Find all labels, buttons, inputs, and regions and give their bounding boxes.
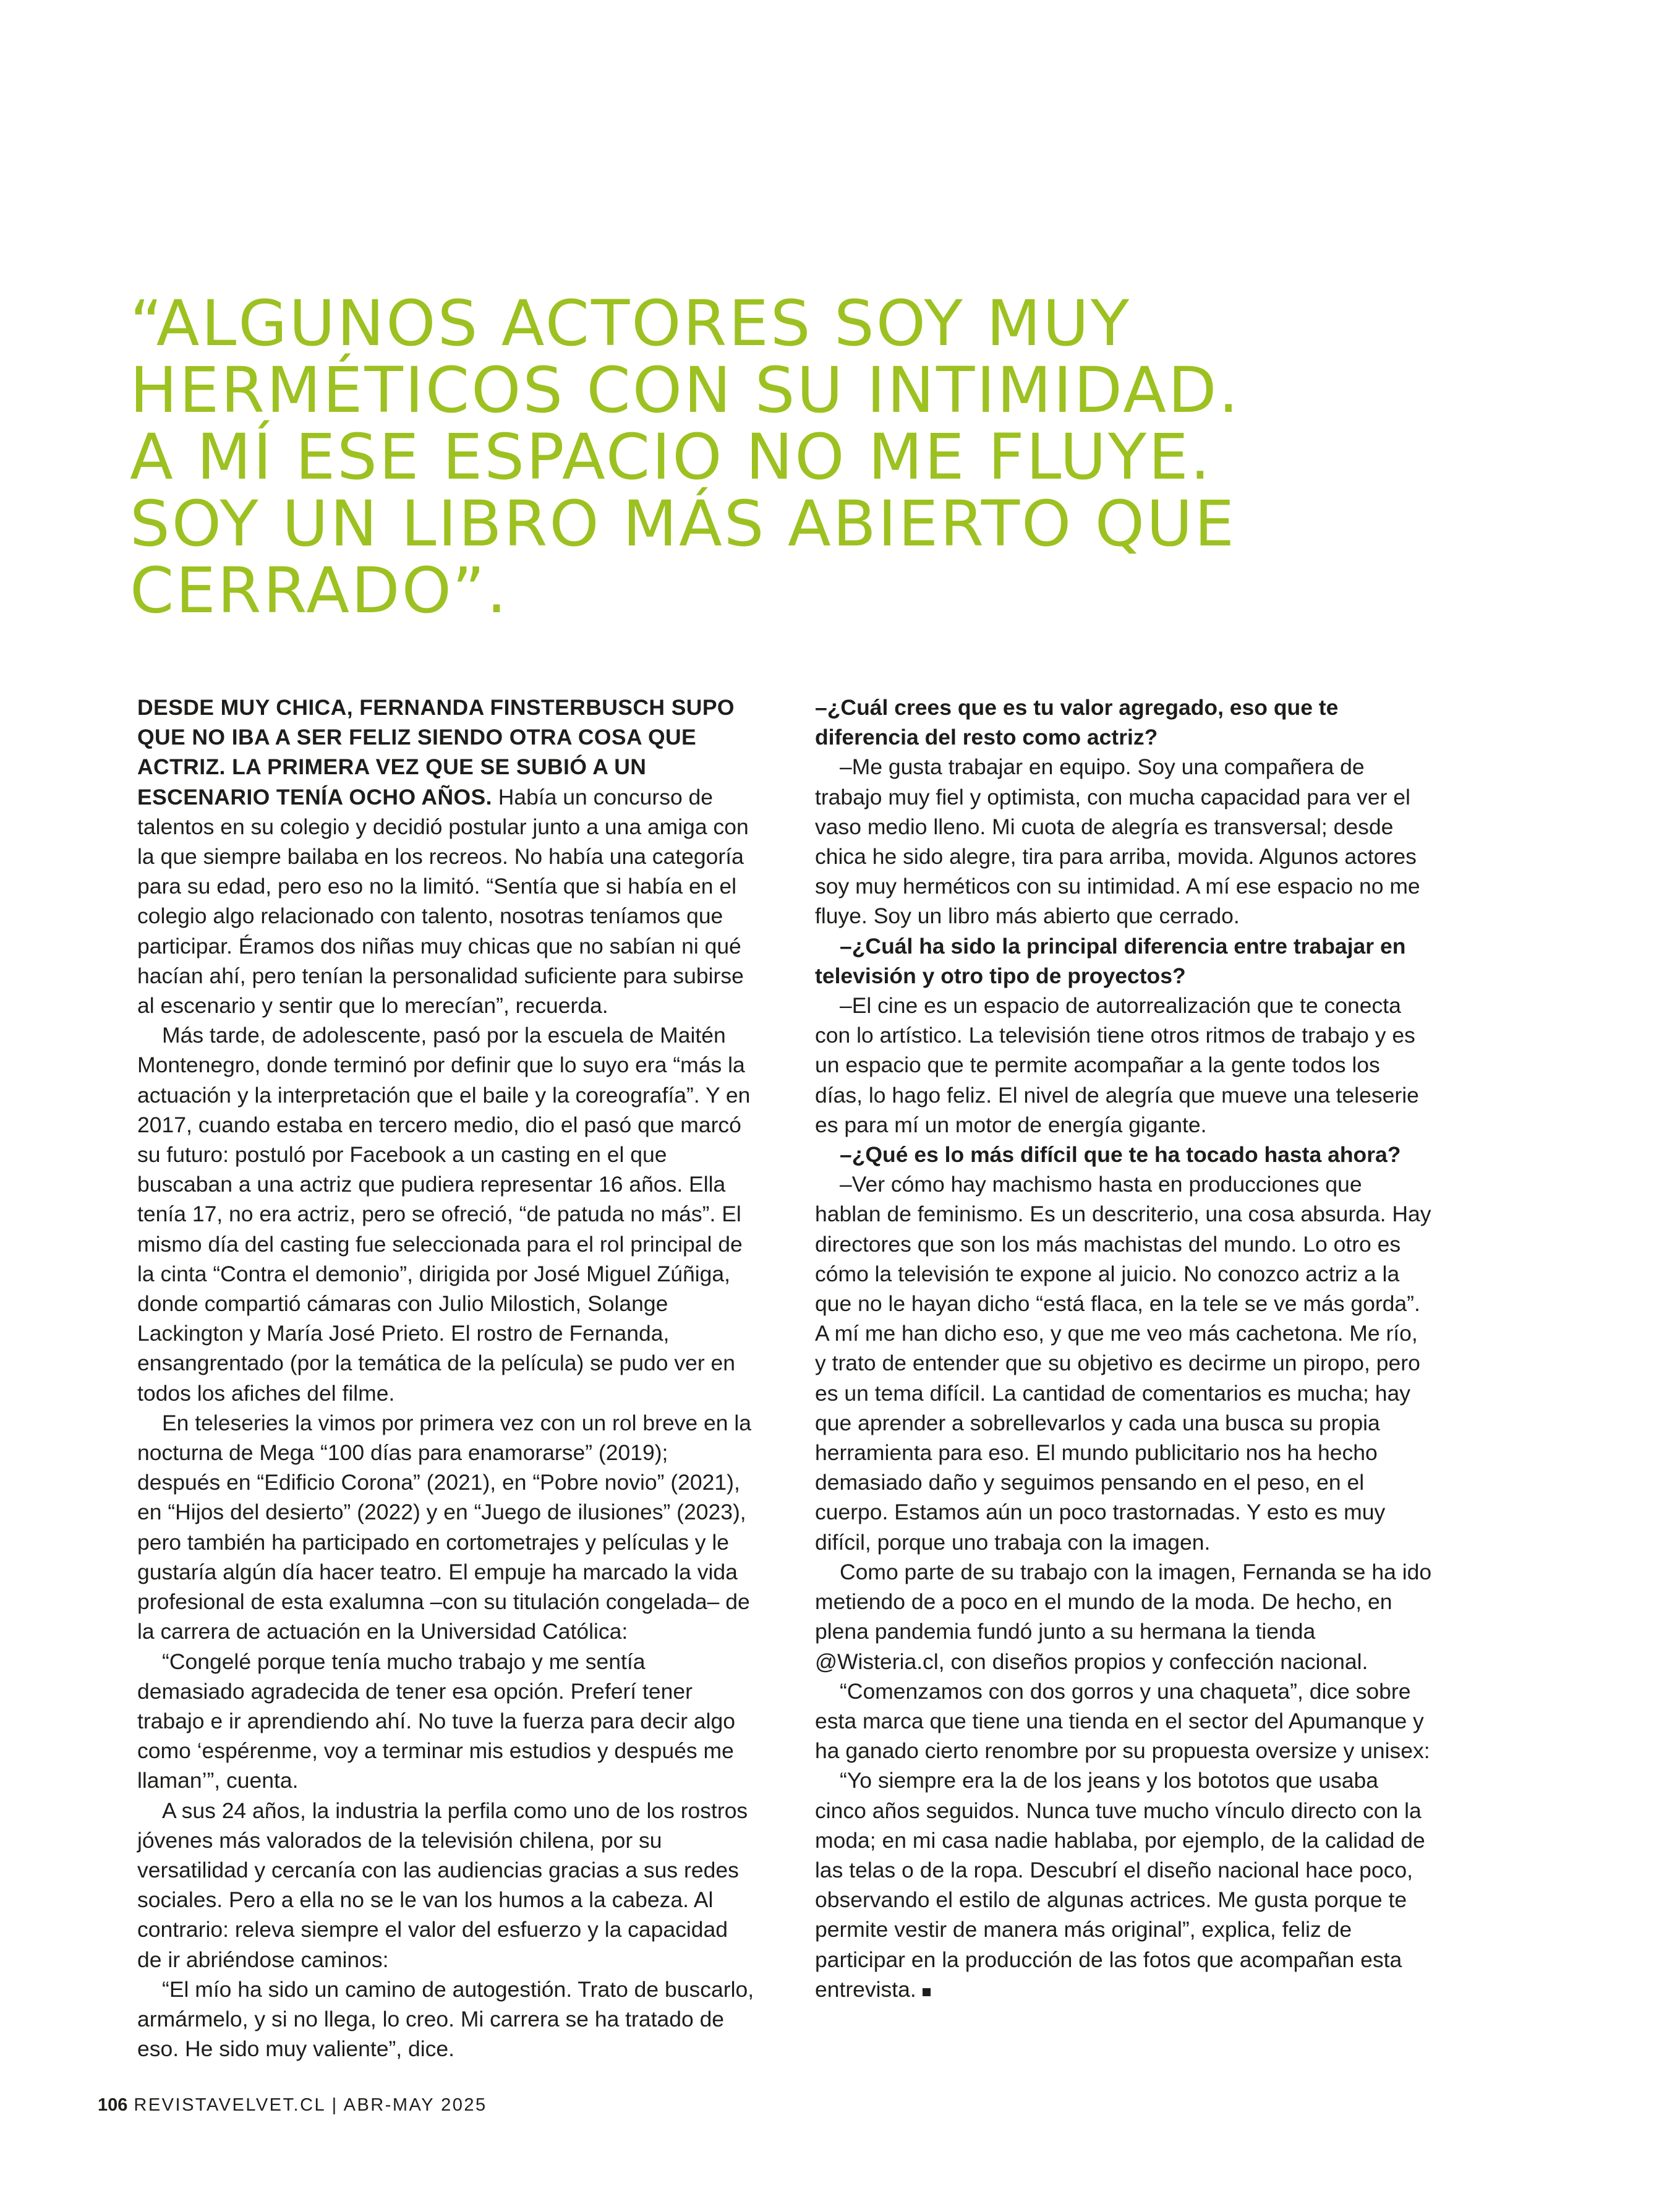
interview-answer: –Ver cómo hay machismo hasta en producciones que hablan de feminismo. Es un descriterio, una cosa absurda. Hay directores que son los más machistas del mundo. Lo otro es cómo la televisión te expone al juicio. No conozco actriz a la que no le hayan dicho “está flaca, en la tele se ve más gorda”. A mí me han dicho eso, y que me veo más cachetona. Me río, y trato de entender que su objetivo es decirme un piropo, pero es un tema difícil. La cantidad de comentarios es mucha; hay que aprender a sobrellevarlos y cada una busca su propia herramienta para eso. El mundo publicitario nos ha hecho demasiado daño y seguimos pensando en el peso, en el cuerpo. Estamos aún un poco trastornadas. Y esto es muy difícil, porque uno trabaja con la imagen. — [815, 1172, 1431, 1555]
interview-answer: –El cine es un espacio de autorrealización que te conecta con lo artístico. La televisión tiene otros ritmos de trabajo y es un espacio que te permite acompañar a la gente todos los días, lo hago feliz. El nivel de alegría que mueve una teleserie es para mí un motor de energía gigante. — [815, 993, 1419, 1137]
interview-question: –¿Cuál ha sido la principal diferencia entre trabajar en televisión y otro tipo de proyectos? — [815, 933, 1406, 988]
body-paragraph: Como parte de su trabajo con la imagen, Fernanda se ha ido metiendo de a poco en el mundo de la moda. De hecho, en plena pandemia fundó junto a su hermana la tienda @Wisteria.cl, con diseños propios y confección nacional. — [815, 1559, 1432, 1674]
interview-question: –¿Cuál crees que es tu valor agregado, eso que te diferencia del resto como actriz? — [815, 695, 1339, 750]
page-footer — [98, 2095, 487, 2116]
body-paragraph: “Congelé porque tenía mucho trabajo y me sentía demasiado agradecida de tener esa opción. Preferí tener trabajo e ir aprendiendo ahí. No tuve la fuerza para decir algo como ‘espérenme, voy a terminar mis estudios y después me llaman’”, cuenta. — [137, 1649, 735, 1793]
interview-answer: –Me gusta trabajar en equipo. Soy una compañera de trabajo muy fiel y optimista, con mucha capacidad para ver el vaso medio lleno. Mi cuota de alegría es transversal; desde chica he sido alegre, tira para arriba, movida. Algunos actores soy muy herméticos con su intimidad. A mí ese espacio no me fluye. Soy un libro más abierto que cerrado. — [815, 754, 1420, 929]
body-paragraph: A sus 24 años, la industria la perfila como uno de los rostros jóvenes más valorados de la televisión chilena, por su versatilidad y cercanía con las audiencias gracias a sus redes sociales. Pero a ella no se le van los humos a la cabeza. Al contrario: releva siempre el valor del esfuerzo y la capacidad de ir abriéndose caminos: — [137, 1798, 748, 1972]
lede-text: Había un concurso de talentos en su colegio y decidió postular junto a una amiga con la que siempre bailaba en los recreos. No había una categoría para su edad, pero eso no la limitó. “Sentía que si había en el colegio algo relacionado con talento, nosotras teníamos que participar. Éramos dos niñas muy chicas que no sabían ni qué hacían ahí, pero tenían la personalidad suficiente para subirse al escenario y sentir que lo merecían”, recuerda. — [137, 784, 749, 1019]
end-mark-icon — [923, 1988, 931, 1996]
pull-quote-line: “ALGUNOS ACTORES SOY MUY — [130, 287, 1132, 361]
body-paragraph: “El mío ha sido un camino de autogestión. Trato de buscarlo, armármelo, y si no llega, lo creo. Mi carrera se ha tratado de eso. He sido muy valiente”, dice. — [137, 1976, 754, 2062]
page-number: 106 — [98, 2095, 128, 2115]
interview-question: –¿Qué es lo más difícil que te ha tocado hasta ahora? — [840, 1142, 1401, 1168]
lede-kicker: DESDE MUY CHICA, FERNANDA FINSTERBUSCH SUPO QUE NO IBA A SER FELIZ SIENDO OTRA COSA QUE ACTRIZ. LA PRIMERA VEZ QUE SE SUBIÓ A UN ESCENARIO TENÍA OCHO AÑOS. — [137, 695, 735, 809]
pull-quote-line: A MÍ ESE ESPACIO NO ME FLUYE. — [130, 421, 1213, 494]
body-paragraph: En teleseries la vimos por primera vez con un rol breve en la nocturna de Mega “100 días para enamorarse” (2019); después en “Edificio Corona” (2021), en “Pobre novio” (2021), en “Hijos del desierto” (2022) y en “Juego de ilusiones” (2023), pero también ha participado en cortometrajes y películas y le gustaría algún día hacer teatro. El empuje ha marcado la vida profesional de esta exalumna –con su titulación congelada– de la carrera de actuación en la Universidad Católica: — [137, 1410, 752, 1644]
publication-info: REVISTAVELVET.CL | ABR-MAY 2025 — [134, 2095, 487, 2115]
pull-quote-line: HERMÉTICOS CON SU INTIMIDAD. — [130, 354, 1240, 427]
pull-quote-line: CERRADO”. — [130, 554, 509, 628]
closing-paragraph — [815, 1766, 1433, 2004]
article-column-right — [815, 693, 1433, 2004]
body-paragraph: “Comenzamos con dos gorros y una chaqueta”, dice sobre esta marca que tiene una tienda en el sector del Apumanque y ha ganado cierto renombre por su propuesta oversize y unisex: — [815, 1678, 1430, 1764]
pull-quote — [130, 287, 1428, 628]
closing-text: “Yo siempre era la de los jeans y los bototos que usaba cinco años seguidos. Nunca tuve mucho vínculo directo con la moda; en mi casa nadie hablaba, por ejemplo, de la calidad de las telas o de la ropa. Descubrí el diseño nacional hace poco, observando el estilo de algunas actrices. Me gusta porque te permite vestir de manera más original”, explica, feliz de participar en la producción de las fotos que acompañan esta entrevista. — [815, 1768, 1425, 2002]
lede-paragraph — [137, 693, 756, 1020]
body-paragraph: Más tarde, de adolescente, pasó por la escuela de Maitén Montenegro, donde terminó por definir que lo suyo era “más la actuación y la interpretación que el baile y la coreografía”. Y en 2017, cuando estaba en tercero medio, dio el pasó que marcó su futuro: postuló por Facebook a un casting en el que buscaban a una actriz que pudiera representar 16 años. Ella tenía 17, no era actriz, pero se ofreció, “de patuda no más”. El mismo día del casting fue seleccionada para el rol principal de la cinta “Contra el demonio”, dirigida por José Miguel Zúñiga, donde compartió cámaras con Julio Milostich, Solange Lackington y María José Prieto. El rostro de Fernanda, ensangrentado (por la temática de la película) se pudo ver en todos los afiches del filme. — [137, 1023, 751, 1406]
article-column-left — [137, 693, 756, 2064]
pull-quote-line: SOY UN LIBRO MÁS ABIERTO QUE — [130, 487, 1237, 561]
